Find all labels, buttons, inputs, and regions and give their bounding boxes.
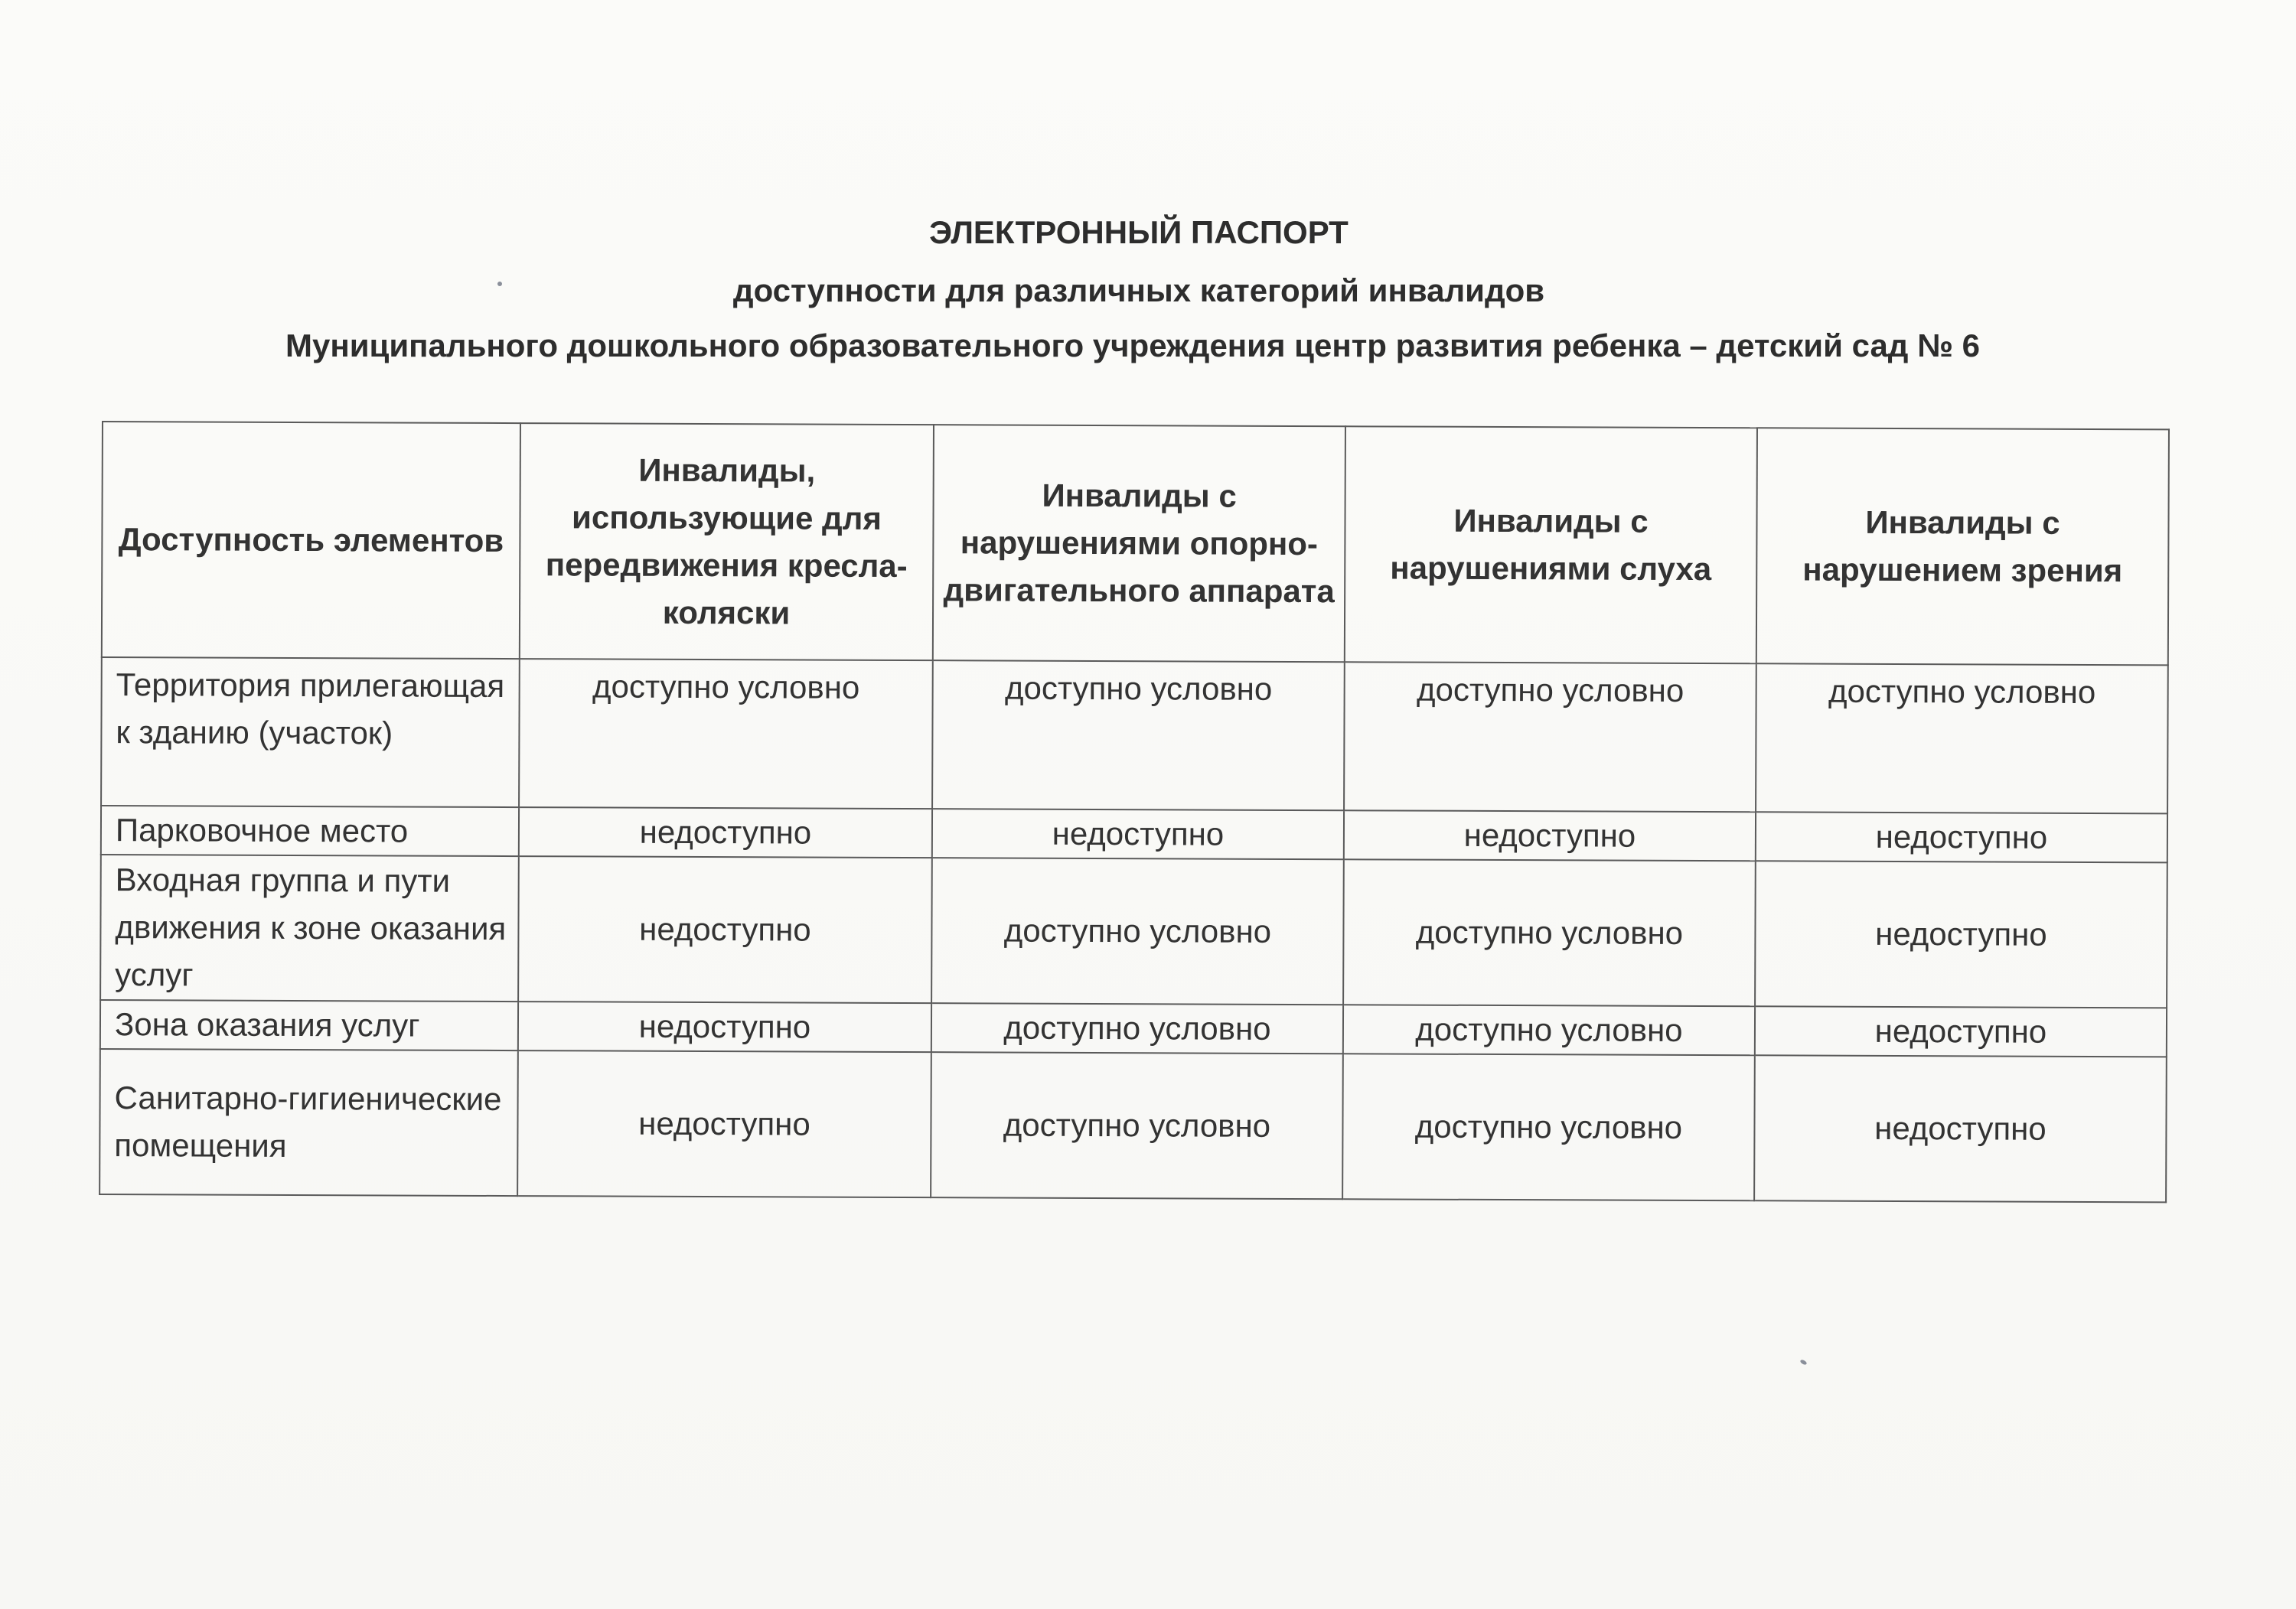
table-cell: недоступно [517,1050,931,1197]
table-cell: доступно условно [1344,662,1756,812]
header-cell-wheelchair: Инвалиды, использующие для передвижения кресла-коляски [520,423,934,660]
institution-name: Муниципального дошкольного образовательного учреждения центр развития ребенка – детский сад № 6 [285,327,1980,363]
table-cell: недоступно [1754,1055,2167,1202]
table-cell: доступно условно [931,858,1344,1005]
table-cell: доступно условно [1342,1054,1755,1200]
document-subtitle: доступности для различных категорий инвалидов [732,272,1545,308]
scan-speck [1799,1359,1807,1366]
table-cell: недоступно [518,1002,931,1052]
accessibility-table [99,421,2170,1203]
header-cell-elements: Доступность элементов [102,422,520,659]
row-element-label: Зона оказания услуг [100,1000,518,1050]
row-element-label: Входная группа и пути движения к зоне оказания услуг [100,855,519,1002]
row-element-label: Территория прилегающая к зданию (участок) [101,657,520,807]
document-title: ЭЛЕКТРОННЫЙ ПАСПОРТ [929,214,1349,250]
table-row [100,1000,2167,1057]
table-row [99,1049,2167,1202]
table-cell: недоступно [519,807,932,858]
scan-speck [497,282,502,286]
table-cell: недоступно [1755,1006,2167,1057]
table-cell: недоступно [1756,812,2167,862]
header-cell-vision: Инвалиды с нарушением зрения [1756,428,2169,665]
table-cell: доступно условно [932,660,1345,810]
table-cell: доступно условно [931,1052,1343,1199]
table-cell: доступно условно [1343,859,1756,1006]
table-cell: доступно условно [1756,663,2168,813]
row-element-label: Санитарно-гигиенические помещения [99,1049,518,1196]
table-row [100,855,2167,1008]
table-header-row [102,422,2169,665]
table-cell: доступно условно [931,1003,1343,1054]
table-cell: недоступно [1344,810,1756,861]
table-cell: доступно условно [1343,1005,1755,1055]
table-cell: недоступно [932,809,1344,859]
table-cell: недоступно [518,856,932,1003]
table-row [101,806,2167,862]
table-cell: доступно условно [519,659,933,809]
header-cell-musculoskeletal: Инвалиды с нарушениями опорно-двигательного аппарата [933,425,1345,662]
table-row [101,657,2168,813]
header-cell-hearing: Инвалиды с нарушениями слуха [1345,426,1757,663]
table-cell: недоступно [1755,861,2167,1008]
row-element-label: Парковочное место [101,806,519,856]
